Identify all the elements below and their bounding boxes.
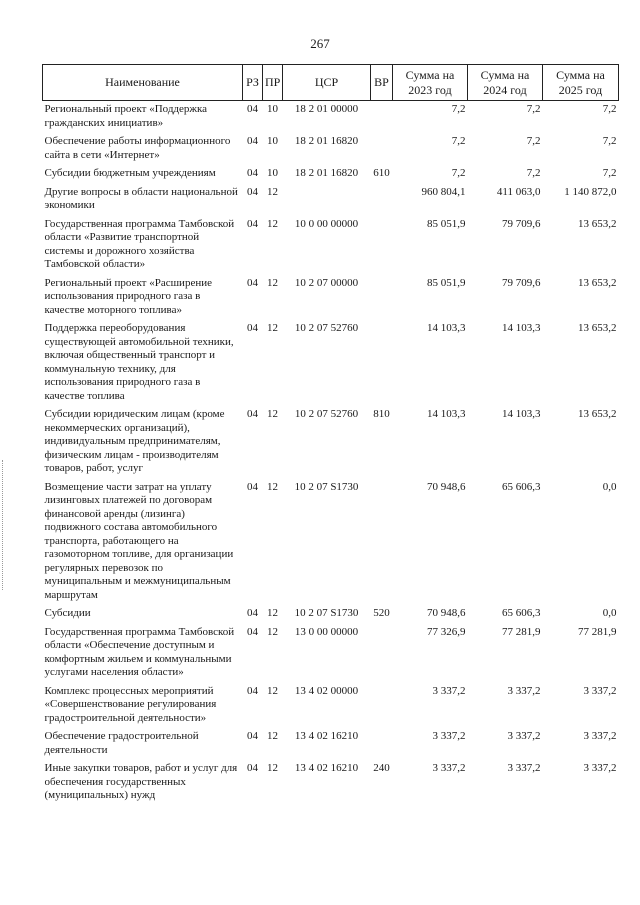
row-name: Субсидии бюджетным учреждениям [44, 167, 216, 179]
row-sum-2025: 3 337,2 [583, 730, 617, 742]
row-vr [371, 216, 393, 275]
row-pr: 12 [267, 217, 278, 230]
row-sum-2023: 7,2 [451, 135, 466, 147]
row-name: Обеспечение работы информационного сайта в сети «Интернет» [44, 135, 231, 161]
header-csr: ЦСР [283, 65, 371, 101]
row-rz: 04 [247, 762, 258, 774]
row-sum-2025: 0,0 [602, 480, 617, 493]
row-pr: 12 [267, 322, 278, 334]
row-sum-2024: 3 337,2 [507, 684, 541, 697]
header-rz: РЗ [243, 65, 263, 101]
row-csr: 10 2 07 S1730 [294, 607, 359, 619]
row-csr: 13 4 02 00000 [294, 684, 359, 697]
table-row [43, 216, 619, 275]
row-pr: 12 [267, 276, 278, 289]
row-vr [371, 624, 393, 683]
row-name: Субсидии юридическим лицам (кроме некоммерческих организаций), индивидуальным предпринимателям, физическим лицам - производителям товаров, работ, услуг [44, 408, 225, 474]
table-row [43, 101, 619, 134]
row-csr: 18 2 01 16820 [294, 135, 359, 147]
row-vr [371, 728, 393, 760]
row-vr [371, 683, 393, 729]
row-name: Субсидии [44, 607, 91, 619]
row-vr: 520 [373, 607, 390, 619]
row-rz: 04 [247, 276, 258, 289]
row-csr: 13 4 02 16210 [294, 730, 359, 742]
row-sum-2024: 7,2 [526, 167, 541, 179]
row-sum-2024: 3 337,2 [507, 730, 541, 742]
row-sum-2025: 0,0 [602, 607, 617, 619]
header-sum-2024: Сумма на 2024 год [468, 65, 543, 101]
row-rz: 04 [247, 217, 258, 230]
row-name: Региональный проект «Расширение использования природного газа в качестве моторного топлива» [44, 276, 212, 316]
row-sum-2024: 65 606,3 [502, 480, 541, 493]
table-row [43, 683, 619, 729]
row-pr: 12 [267, 607, 278, 619]
row-csr [283, 184, 371, 216]
row-sum-2025: 13 653,2 [578, 322, 617, 334]
row-rz: 04 [247, 684, 258, 697]
row-name: Региональный проект «Поддержка гражданских инициатив» [44, 103, 208, 129]
header-sum-2025: Сумма на 2025 год [543, 65, 619, 101]
row-sum-2023: 3 337,2 [432, 730, 466, 742]
row-pr: 10 [267, 103, 278, 115]
row-rz: 04 [247, 480, 258, 493]
table-row [43, 275, 619, 321]
row-sum-2023: 3 337,2 [432, 762, 466, 774]
row-csr: 18 2 01 16820 [294, 167, 359, 179]
row-csr: 10 0 00 00000 [294, 217, 359, 230]
row-sum-2025: 13 653,2 [578, 408, 617, 420]
row-rz: 04 [247, 607, 258, 619]
row-name: Поддержка переоборудования существующей автомобильной техники, включая общественный транспорт и коммунальную технику, для использования природного газа в качестве топлива [44, 322, 234, 402]
row-vr: 240 [373, 762, 390, 774]
row-sum-2025: 7,2 [602, 103, 617, 115]
row-pr: 10 [267, 167, 278, 179]
table-row [43, 406, 619, 479]
row-csr: 13 4 02 16210 [294, 762, 359, 774]
header-sum-2023: Сумма на 2023 год [393, 65, 468, 101]
row-vr [371, 184, 393, 216]
row-pr: 12 [267, 408, 278, 420]
row-sum-2024: 7,2 [526, 135, 541, 147]
row-rz: 04 [247, 185, 258, 198]
row-pr: 12 [267, 730, 278, 742]
row-vr [371, 275, 393, 321]
row-sum-2024: 79 709,6 [502, 217, 541, 230]
row-sum-2023: 85 051,9 [427, 276, 466, 289]
row-vr [371, 479, 393, 606]
row-csr: 10 2 07 00000 [294, 276, 359, 289]
row-pr: 12 [267, 480, 278, 493]
row-sum-2024: 3 337,2 [507, 762, 541, 774]
table-row [43, 184, 619, 216]
row-sum-2025: 1 140 872,0 [564, 185, 617, 198]
row-name: Обеспечение градостроительной деятельности [44, 730, 199, 756]
row-sum-2023: 3 337,2 [432, 684, 466, 697]
row-name: Государственная программа Тамбовской области «Развитие транспортной системы и дорожного хозяйства Тамбовской области» [44, 217, 235, 270]
row-csr: 10 2 07 52760 [294, 322, 359, 334]
row-vr [371, 133, 393, 165]
table-row [43, 165, 619, 184]
row-pr: 12 [267, 625, 278, 638]
row-sum-2023: 960 804,1 [421, 185, 466, 198]
row-sum-2023: 70 948,6 [427, 607, 466, 619]
row-sum-2023: 77 326,9 [427, 625, 466, 638]
row-sum-2023: 7,2 [451, 103, 466, 115]
row-csr: 13 0 00 00000 [294, 625, 359, 638]
row-vr: 610 [373, 167, 390, 179]
budget-table [42, 64, 619, 806]
table-row [43, 605, 619, 624]
row-csr: 18 2 01 00000 [294, 103, 359, 115]
row-name: Государственная программа Тамбовской области «Обеспечение доступным и комфортным жильем и коммунальными услугами населения области» [44, 625, 235, 678]
row-sum-2024: 65 606,3 [502, 607, 541, 619]
row-sum-2023: 70 948,6 [427, 480, 466, 493]
row-rz: 04 [247, 103, 258, 115]
row-rz: 04 [247, 167, 258, 179]
row-rz: 04 [247, 408, 258, 420]
row-rz: 04 [247, 322, 258, 334]
row-vr [371, 320, 393, 406]
page-number: 267 [310, 36, 330, 51]
row-sum-2024: 411 063,0 [496, 185, 541, 198]
header-pr: ПР [263, 65, 283, 101]
row-vr: 810 [373, 408, 390, 420]
row-sum-2025: 7,2 [602, 135, 617, 147]
row-name: Другие вопросы в области национальной экономики [44, 185, 238, 211]
row-pr: 12 [267, 762, 278, 774]
row-rz: 04 [247, 135, 258, 147]
row-csr: 10 2 07 52760 [294, 408, 359, 420]
header-vr: ВР [371, 65, 393, 101]
row-sum-2025: 3 337,2 [583, 762, 617, 774]
row-sum-2025: 13 653,2 [578, 276, 617, 289]
table-row [43, 320, 619, 406]
row-sum-2025: 7,2 [602, 167, 617, 179]
table-row [43, 133, 619, 165]
header-name: Наименование [43, 65, 243, 101]
row-name: Комплекс процессных мероприятий «Совершенствование регулирования градостроительной деятельности» [44, 684, 217, 724]
table-header-row [43, 65, 619, 101]
table-row [43, 760, 619, 806]
row-vr [371, 101, 393, 134]
row-sum-2024: 14 103,3 [502, 322, 541, 334]
table-row [43, 479, 619, 606]
row-sum-2025: 13 653,2 [578, 217, 617, 230]
row-sum-2023: 85 051,9 [427, 217, 466, 230]
row-sum-2024: 77 281,9 [502, 625, 541, 638]
row-rz: 04 [247, 730, 258, 742]
row-rz: 04 [247, 625, 258, 638]
row-sum-2023: 14 103,3 [427, 322, 466, 334]
row-pr: 10 [267, 135, 278, 147]
row-sum-2024: 7,2 [526, 103, 541, 115]
row-pr: 12 [267, 684, 278, 697]
row-sum-2023: 7,2 [451, 167, 466, 179]
table-row [43, 728, 619, 760]
table-row [43, 624, 619, 683]
row-pr: 12 [267, 185, 278, 198]
row-sum-2024: 79 709,6 [502, 276, 541, 289]
row-sum-2023: 14 103,3 [427, 408, 466, 420]
row-csr: 10 2 07 S1730 [294, 480, 359, 493]
row-sum-2025: 3 337,2 [583, 684, 617, 697]
row-name: Иные закупки товаров, работ и услуг для обеспечения государственных (муниципальных) нужд [44, 762, 238, 801]
row-name: Возмещение части затрат на уплату лизинговых платежей по договорам финансовой аренды (лизинга) подвижного состава автомобильного транспорта, работающего на газомоторном топливе, для организации регулярных перевозок по муниципальным и межмуниципальным маршрутам [44, 480, 234, 601]
row-sum-2024: 14 103,3 [502, 408, 541, 420]
row-sum-2025: 77 281,9 [578, 625, 617, 638]
scan-margin-mark [2, 460, 5, 590]
